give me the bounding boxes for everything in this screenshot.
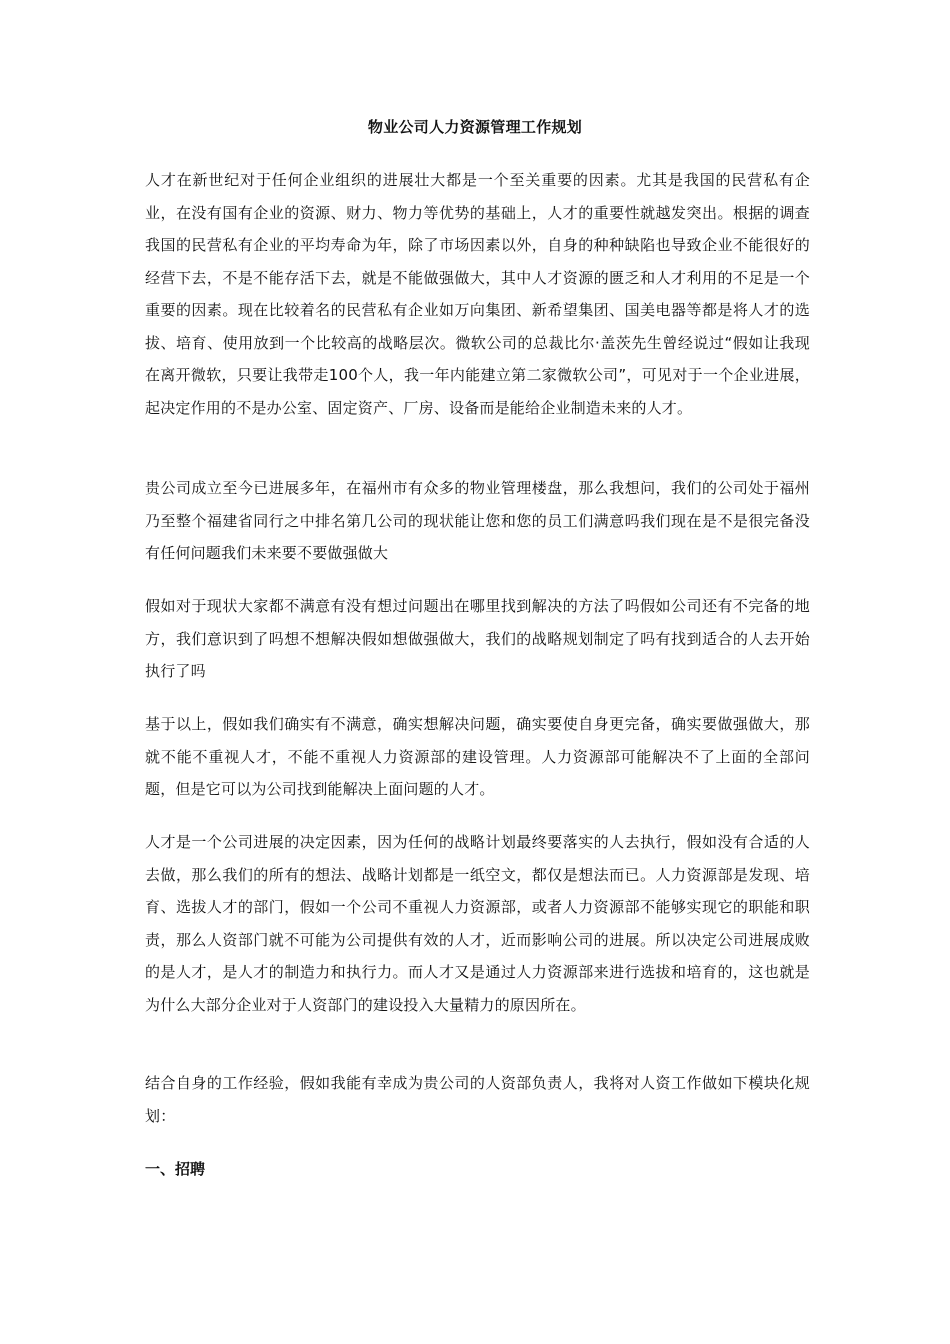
document-title: 物业公司人力资源管理工作规划 <box>367 118 583 136</box>
paragraph-dissatisfaction-questions: 假如对于现状大家都不满意有没有想过问题出在哪里找到解决的方法了吗假如公司还有不完备的地方，我们意识到了吗想不想解决假如想做强做大，我们的战略规划制定了吗有找到适合的人去开始执行了吗 <box>145 597 810 680</box>
paragraph-talent-importance: 人才在新世纪对于任何企业组织的进展壮大都是一个至关重要的因素。尤其是我国的民营私有企业，在没有国有企业的资源、财力、物力等优势的基础上，人才的重要性就越发突出。根据的调查我国的民营私有企业的平均寿命为年，除了市场因素以外，自身的种种缺陷也导致企业不能很好的经营下去，不是不能存活下去，就是不能做强做大，其中人才资源的匮乏和人才利用的不足是一个重要的因素。现在比较着名的民营私有企业如万向集团、新希望集团、国美电器等都是将人才的选拔、培育、使用放到一个比较高的战略层次。微软公司的总裁比尔·盖茨先生曾经说过“假如让我现在离开微软，只要让我带走100个人，我一年内能建立第二家微软公司”，可见对于一个企业进展，起决定作用的不是办公室、固定资产、厂房、设备而是能给企业制造未来的人才。 <box>145 171 810 417</box>
paragraph-plan-intro: 结合自身的工作经验，假如我能有幸成为贵公司的人资部负责人，我将对人资工作做如下模块化规划： <box>145 1074 810 1125</box>
section-heading-recruitment: 一、招聘 <box>145 1160 206 1178</box>
paragraph-talent-decisive: 人才是一个公司进展的决定因素，因为任何的战略计划最终要落实的人去执行，假如没有合适的人去做，那么我们的所有的想法、战略计划都是一纸空文，都仅是想法而已。人力资源部是发现、培育、选拔人才的部门，假如一个公司不重视人力资源部，或者人力资源部不能够实现它的职能和职责，那么人资部门就不可能为公司提供有效的人才，近而影响公司的进展。所以决定公司进展成败的是人才，是人才的制造力和执行力。而人才又是通过人力资源部来进行选拔和培育的，这也就是为什么大部分企业对于人资部门的建设投入大量精力的原因所在。 <box>145 833 810 1014</box>
paragraph-hr-importance: 基于以上，假如我们确实有不满意，确实想解决问题，确实要使自身更完备，确实要做强做大，那就不能不重视人才，不能不重视人力资源部的建设管理。人力资源部可能解决不了上面的全部问题，但是它可以为公司找到能解决上面问题的人才。 <box>145 715 810 798</box>
paragraph-company-status: 贵公司成立至今已进展多年，在福州市有众多的物业管理楼盘，那么我想问，我们的公司处于福州乃至整个福建省同行之中排名第几公司的现状能让您和您的员工们满意吗我们现在是不是很完备没有任何问题我们未来要不要做强做大 <box>145 479 810 562</box>
